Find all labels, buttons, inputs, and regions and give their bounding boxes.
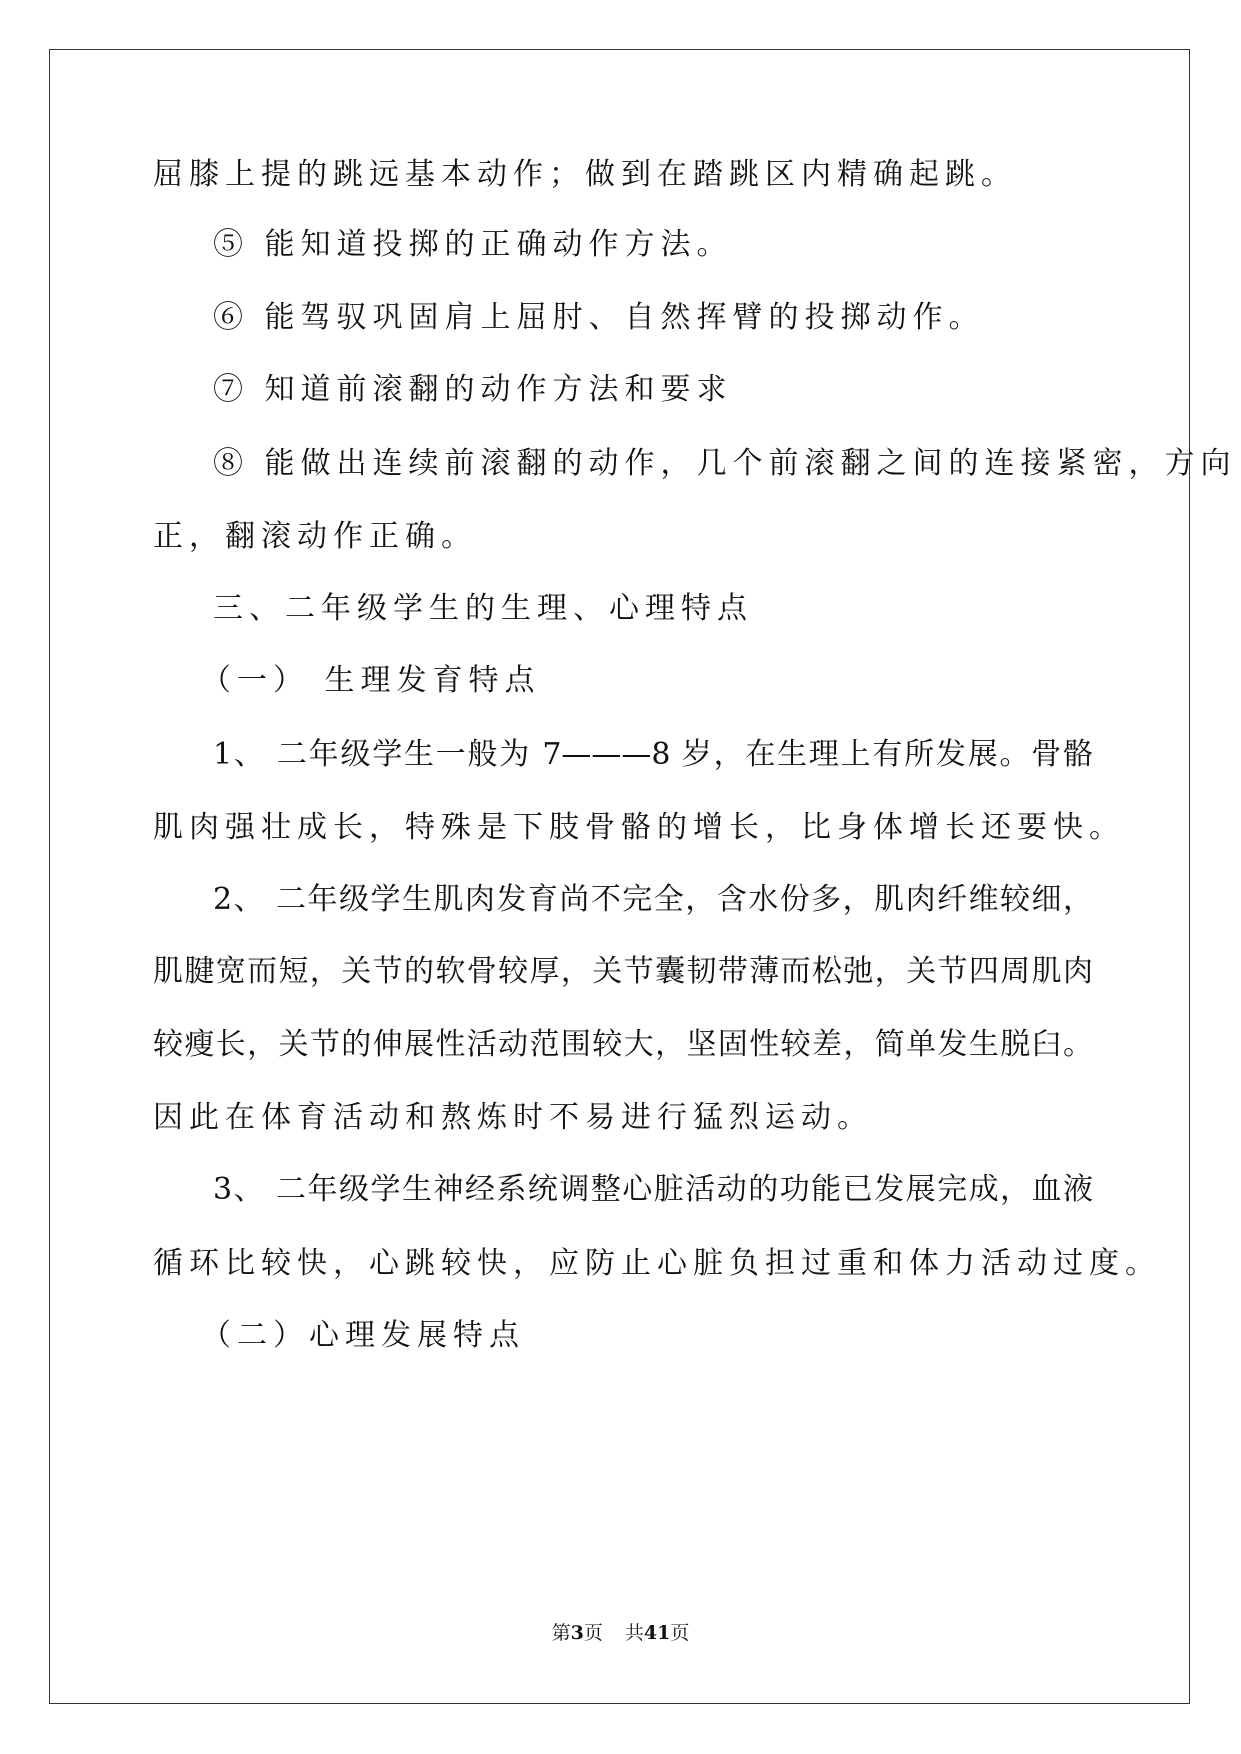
text-line-3: ⑥ 能驾驭巩固肩上屈肘、自然挥臂的投掷动作。: [213, 300, 985, 335]
page-footer: [0, 1618, 1241, 1645]
total-pages: 41: [643, 1622, 671, 1644]
total-suffix: 页: [670, 1622, 690, 1644]
text-line-6: 正，翻滚动作正确。: [153, 519, 477, 554]
section-heading: 三、二年级学生的生理、心理特点: [213, 591, 753, 626]
text-line-5: ⑧ 能做出连续前滚翻的动作，几个前滚翻之间的连接紧密，方向: [213, 446, 1237, 481]
text-line-2: ⑤ 能知道投掷的正确动作方法。: [213, 227, 733, 262]
text-line-12: 肌腱宽而短，关节的软骨较厚，关节囊韧带薄而松弛，关节四周肌肉: [153, 954, 1093, 989]
text-line-11: 2、 二年级学生肌肉发育尚不完全，含水份多，肌肉纤维较细，: [213, 882, 1093, 917]
text-line-14: 因此在体育活动和熬炼时不易进行猛烈运动。: [153, 1100, 873, 1135]
page-number: 3: [570, 1622, 584, 1644]
subsection-heading-2: （二）心理发展特点: [201, 1318, 525, 1353]
text-line-16: 循环比较快，心跳较快，应防止心脏负担过重和体力活动过度。: [153, 1246, 1161, 1281]
text-line-13: 较瘦长，关节的伸展性活动范围较大，坚固性较差，简单发生脱臼。: [153, 1027, 1093, 1062]
page-prefix: 第: [551, 1622, 571, 1644]
text-line-9: 1、 二年级学生一般为 7———8 岁，在生理上有所发展。骨骼: [213, 737, 1093, 772]
text-line-10: 肌肉强壮成长，特殊是下肢骨骼的增长，比身体增长还要快。: [153, 810, 1125, 845]
text-line-4: ⑦ 知道前滚翻的动作方法和要求: [213, 372, 733, 407]
total-prefix: 共: [624, 1622, 644, 1644]
page-suffix: 页: [583, 1622, 603, 1644]
text-line-15: 3、 二年级学生神经系统调整心脏活动的功能已发展完成，血液: [213, 1172, 1093, 1207]
text-line-1: 屈膝上提的跳远基本动作；做到在踏跳区内精确起跳。: [153, 157, 1017, 192]
subsection-heading-1: （一） 生理发育特点: [201, 663, 541, 698]
